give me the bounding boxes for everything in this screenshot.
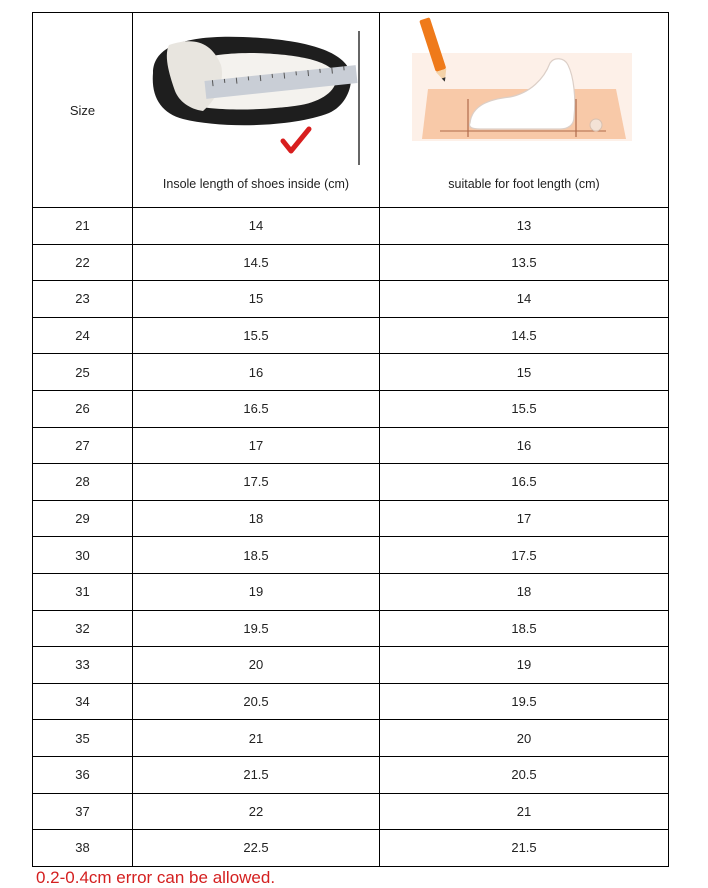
table-row (33, 281, 669, 318)
insole-length-cell: 18 (133, 500, 380, 537)
foot-length-label: suitable for foot length (cm) (448, 177, 600, 191)
size-cell: 28 (33, 464, 133, 501)
insole-length-cell: 17 (133, 427, 380, 464)
table-row (33, 647, 669, 684)
table-row (33, 830, 669, 867)
insole-column-header (133, 13, 380, 208)
size-cell: 37 (33, 793, 133, 830)
insole-length-cell: 21.5 (133, 756, 380, 793)
foot-length-cell: 19.5 (380, 683, 669, 720)
insole-length-cell: 15.5 (133, 317, 380, 354)
size-cell: 23 (33, 281, 133, 318)
insole-length-cell: 17.5 (133, 464, 380, 501)
table-row (33, 793, 669, 830)
foot-length-cell: 17 (380, 500, 669, 537)
insole-length-cell: 22.5 (133, 830, 380, 867)
size-column-header: Size (33, 13, 133, 208)
size-cell: 21 (33, 208, 133, 245)
table-row (33, 244, 669, 281)
foot-length-cell: 16 (380, 427, 669, 464)
insole-length-cell: 22 (133, 793, 380, 830)
foot-length-cell: 15.5 (380, 390, 669, 427)
insole-length-cell: 18.5 (133, 537, 380, 574)
table-row (33, 464, 669, 501)
size-cell: 33 (33, 647, 133, 684)
foot-length-cell: 20 (380, 720, 669, 757)
foot-length-cell: 14.5 (380, 317, 669, 354)
shoe-insole-measure-icon (133, 13, 379, 173)
insole-length-cell: 15 (133, 281, 380, 318)
foot-length-cell: 18.5 (380, 610, 669, 647)
insole-length-cell: 19.5 (133, 610, 380, 647)
size-cell: 25 (33, 354, 133, 391)
table-row (33, 427, 669, 464)
insole-length-label: Insole length of shoes inside (cm) (162, 177, 350, 191)
foot-length-cell: 13.5 (380, 244, 669, 281)
size-cell: 32 (33, 610, 133, 647)
size-cell: 24 (33, 317, 133, 354)
insole-length-cell: 21 (133, 720, 380, 757)
foot-length-cell: 18 (380, 573, 669, 610)
size-cell: 35 (33, 720, 133, 757)
foot-length-cell: 17.5 (380, 537, 669, 574)
table-row (33, 208, 669, 245)
insole-length-cell: 16 (133, 354, 380, 391)
size-cell: 26 (33, 390, 133, 427)
table-row (33, 500, 669, 537)
table-row (33, 720, 669, 757)
size-cell: 29 (33, 500, 133, 537)
table-row (33, 573, 669, 610)
size-cell: 30 (33, 537, 133, 574)
table-row (33, 756, 669, 793)
size-chart-table (32, 12, 669, 867)
foot-length-cell: 21 (380, 793, 669, 830)
size-cell: 27 (33, 427, 133, 464)
table-body (33, 208, 669, 867)
foot-length-cell: 20.5 (380, 756, 669, 793)
insole-length-cell: 14.5 (133, 244, 380, 281)
table-row (33, 390, 669, 427)
foot-length-cell: 13 (380, 208, 669, 245)
size-cell: 36 (33, 756, 133, 793)
table-row (33, 537, 669, 574)
size-cell: 31 (33, 573, 133, 610)
table-row (33, 683, 669, 720)
foot-length-cell: 16.5 (380, 464, 669, 501)
foot-length-cell: 21.5 (380, 830, 669, 867)
foot-length-cell: 19 (380, 647, 669, 684)
error-tolerance-note: 0.2-0.4cm error can be allowed. (36, 868, 276, 887)
foot-length-measure-icon (380, 13, 668, 173)
insole-length-cell: 20 (133, 647, 380, 684)
size-cell: 22 (33, 244, 133, 281)
foot-column-header (380, 13, 669, 208)
insole-length-cell: 16.5 (133, 390, 380, 427)
table-row (33, 317, 669, 354)
insole-length-cell: 19 (133, 573, 380, 610)
insole-length-cell: 14 (133, 208, 380, 245)
table-row (33, 354, 669, 391)
foot-length-cell: 14 (380, 281, 669, 318)
table-row (33, 610, 669, 647)
size-cell: 34 (33, 683, 133, 720)
insole-length-cell: 20.5 (133, 683, 380, 720)
foot-length-cell: 15 (380, 354, 669, 391)
size-cell: 38 (33, 830, 133, 867)
table-header-row (33, 13, 669, 208)
